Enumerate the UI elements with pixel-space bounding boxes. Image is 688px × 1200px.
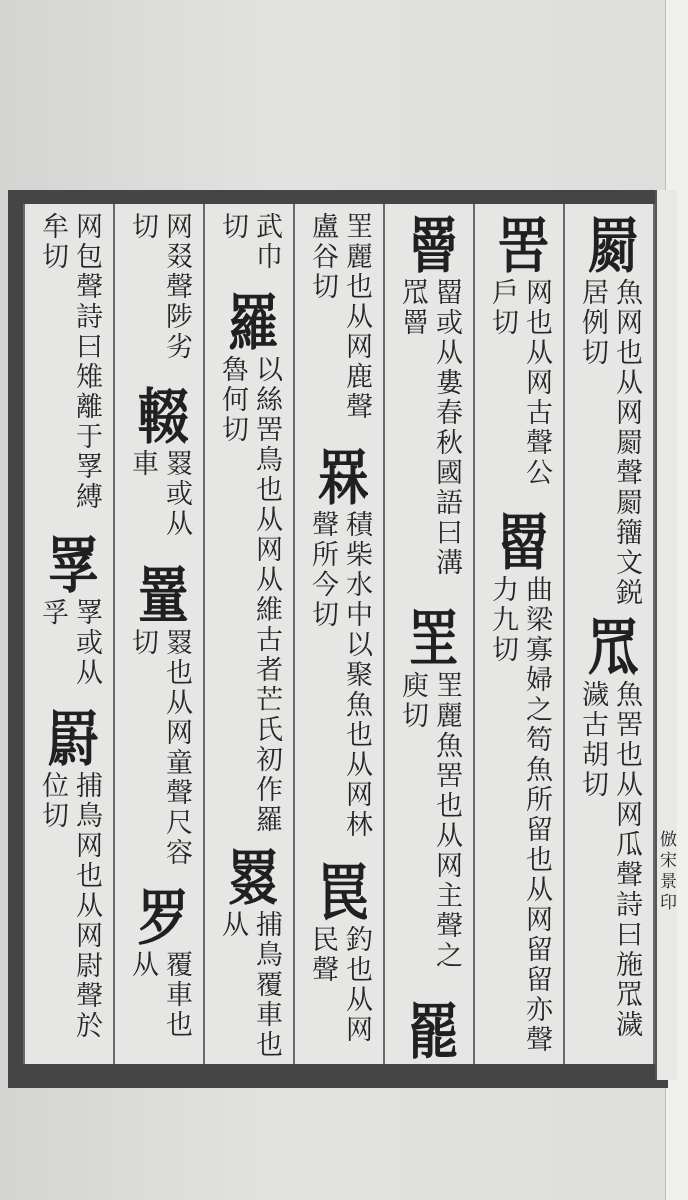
seal-character: 罻 (39, 706, 99, 767)
gloss-text: 釣也从网民聲 (307, 924, 372, 1045)
gloss-text: 罬或从車 (127, 448, 192, 539)
gloss-text: 武巾切 (217, 212, 282, 272)
seal-character: 罾 (399, 214, 459, 274)
seal-character: 罗 (129, 886, 189, 947)
gloss-text: 罜麗也从网鹿聲盧谷切 (307, 212, 372, 422)
seal-character: 輟 (129, 384, 189, 445)
text-column (383, 204, 473, 1064)
seal-character: 罜 (399, 607, 459, 667)
side-label: 倣宋景印 (656, 830, 676, 914)
gloss-text: 覆車也从 (127, 950, 192, 1041)
gloss-text: 罬也从网童聲尺容切 (127, 628, 192, 869)
seal-character: 罠 (309, 860, 369, 921)
gloss-text: 罶或从婁春秋國語曰溝罛罾 (397, 278, 462, 578)
gloss-text: 以絲罟鳥也从网从維古者芒氏初作羅魯何切 (217, 355, 282, 836)
seal-character: 罷 (399, 1000, 459, 1060)
seal-character: 罦 (39, 534, 99, 594)
text-column (473, 204, 563, 1064)
text-columns (23, 204, 655, 1064)
gloss-text: 捕鳥覆車也从 (217, 909, 282, 1060)
gloss-text: 网包聲詩曰雉離于罦縛牟切 (37, 212, 102, 512)
text-column (293, 204, 383, 1064)
seal-character: 罽 (579, 214, 639, 274)
seal-character: 罧 (309, 446, 369, 507)
seal-character: 罬 (219, 845, 279, 906)
gloss-text: 魚网也从网罽聲罽籒文鋭居例切 (577, 278, 642, 608)
text-column (23, 204, 113, 1064)
gloss-text: 魚罟也从网瓜聲詩曰施罛濊濊古胡切 (577, 680, 642, 1040)
gloss-text: 曲梁寡婦之笱魚所留也从网留留亦聲力九切 (487, 575, 552, 1056)
gloss-text: 网叕聲陟劣切 (127, 212, 192, 362)
gloss-text: 積柴水中以聚魚也从网林聲所今切 (307, 510, 372, 841)
margin-column (655, 190, 677, 1080)
gloss-text: 网也从网古聲公戶切 (487, 278, 552, 488)
text-column (203, 204, 293, 1064)
seal-character: 罛 (579, 616, 639, 676)
seal-character: 罶 (489, 511, 549, 572)
gloss-text: 罦或从孚 (37, 598, 102, 688)
seal-character: 罿 (129, 564, 189, 625)
gloss-text: 罜麗魚罟也从网主聲之庾切 (397, 671, 462, 971)
seal-character: 罟 (489, 214, 549, 274)
text-column (113, 204, 203, 1064)
printed-block (8, 190, 676, 1088)
seal-character: 羅 (219, 291, 279, 352)
gloss-text: 捕鳥网也从网尉聲於位切 (37, 770, 102, 1041)
text-column (563, 204, 655, 1064)
